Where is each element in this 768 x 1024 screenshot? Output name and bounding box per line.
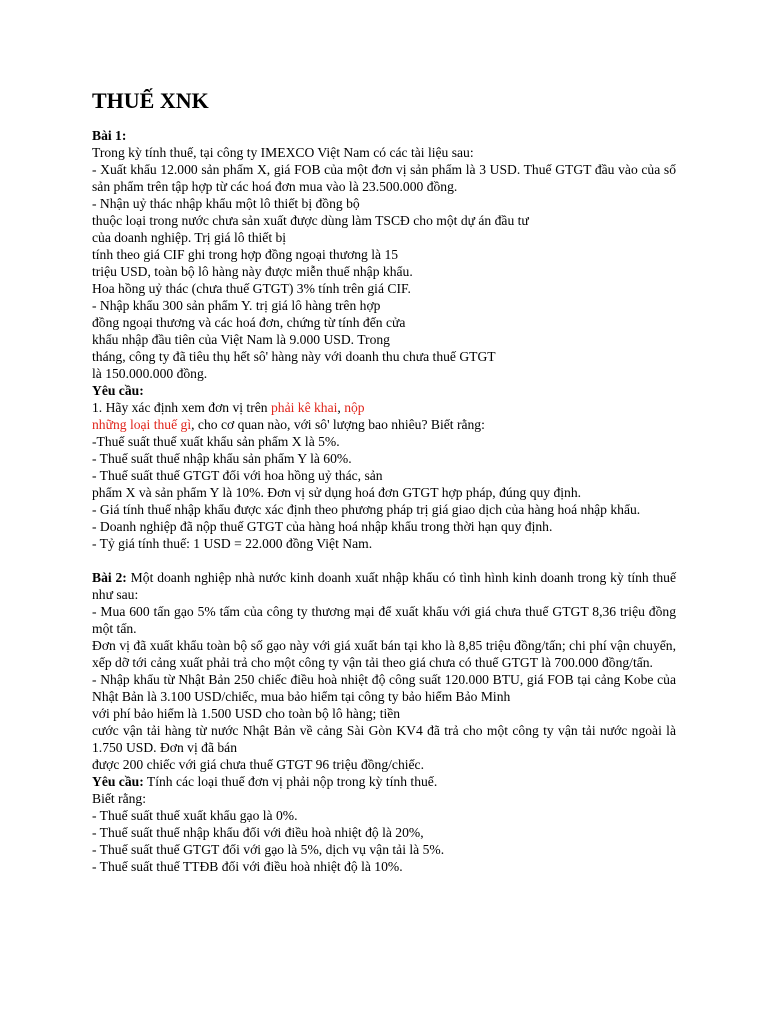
bai1-item2: - Nhận uỷ thác nhập khẩu một lô thiết bị đồng bộ bbox=[92, 196, 360, 211]
req1-highlight-loaithue: những loại thuế gì bbox=[92, 417, 192, 432]
bai1-rate-6: - Tỷ giá tính thuế: 1 USD = 22.000 đồng Việt Nam. bbox=[92, 536, 373, 551]
bai1-item3-line2: đồng ngoại thương và các hoá đơn, chứng từ tính đến cửa bbox=[92, 315, 406, 330]
bai2-yeucau bbox=[92, 773, 676, 790]
bai2-rate-1: - Thuế suất thuế xuất khẩu gạo là 0%. bbox=[92, 808, 298, 823]
bai1-item3-line5: là 150.000.000 đồng. bbox=[92, 366, 208, 381]
bai1-item3-line3: khẩu nhập đầu tiên của Việt Nam là 9.000 USD. Trong bbox=[92, 332, 390, 347]
req1-end: , cho cơ quan nào, với sô' lượng bao nhiêu? Biết rằng: bbox=[191, 417, 485, 432]
document-body bbox=[92, 127, 676, 875]
bai2-rate-2: - Thuế suất thuế nhập khẩu đối với điều hoà nhiệt độ là 20%, bbox=[92, 825, 424, 840]
bai2-rate-4: - Thuế suất thuế TTĐB đối với điều hoà nhiệt độ là 10%. bbox=[92, 859, 403, 874]
req1-highlight-nop: nộp bbox=[344, 400, 365, 415]
bai1-requirement-1 bbox=[92, 399, 676, 433]
bai2-item2-line2: với phí bảo hiểm là 1.500 USD cho toàn bộ lô hàng; tiền bbox=[92, 706, 401, 721]
bai2-paragraph-intro bbox=[92, 569, 676, 603]
bai1-item2-line6: Hoa hồng uỷ thác (chưa thuế GTGT) 3% tính trên giá CIF. bbox=[92, 281, 411, 296]
bai2-item2-line3: cước vận tải hàng từ nước Nhật Bản về cảng Sài Gòn KV4 đã trả cho một công ty vận tải nước ngoài là 1.750 USD. Đơn vị đã bán bbox=[92, 723, 676, 755]
bai2-heading: Bài 2: bbox=[92, 570, 127, 585]
bai1-rate-2: - Thuế suất thuế nhập khẩu sản phẩm Y là 60%. bbox=[92, 451, 352, 466]
bai1-intro: Trong kỳ tính thuế, tại công ty IMEXCO Việt Nam có các tài liệu sau: bbox=[92, 145, 474, 160]
bai2-item1-line2: Đơn vị đã xuất khẩu toàn bộ số gạo này với giá xuất bán tại kho là 8,85 triệu đồng/tấn; chi phí vận chuyển, xếp dỡ tới cảng xuất phải trả cho một công ty vận tải theo giá chưa có thuế GTGT là 700.000 đồng/tấn. bbox=[92, 638, 676, 670]
bai1-heading: Bài 1: bbox=[92, 128, 127, 143]
bai1-item2-line2: thuộc loại trong nước chưa sản xuất được dùng làm TSCĐ cho một dự án đầu tư bbox=[92, 213, 529, 228]
bai1-item2-line3: của doanh nghiệp. Trị giá lô thiết bị bbox=[92, 230, 287, 245]
bai1-yeucau-heading: Yêu cầu: bbox=[92, 383, 144, 398]
bai1-item3-line4: tháng, công ty đã tiêu thụ hết sô' hàng này với doanh thu chưa thuế GTGT bbox=[92, 349, 496, 364]
bai2-yeucau-text: Tính các loại thuế đơn vị phải nộp trong kỳ tính thuế. bbox=[143, 774, 438, 789]
bai2-item2-line4: được 200 chiếc với giá chưa thuế GTGT 96 triệu đồng/chiếc. bbox=[92, 757, 424, 772]
bai1-rate-3-line2: phẩm X và sản phẩm Y là 10%. Đơn vị sử dụng hoá đơn GTGT hợp pháp, đúng quy định. bbox=[92, 485, 582, 500]
bai2-rate-3: - Thuế suất thuế GTGT đối với gạo là 5%, dịch vụ vận tải là 5%. bbox=[92, 842, 445, 857]
bai1-rate-4: - Giá tính thuế nhập khẩu được xác định theo phương pháp trị giá giao dịch của hàng hoá nhập khẩu. bbox=[92, 502, 641, 517]
bai1-item3: - Nhập khẩu 300 sản phẩm Y. trị giá lô hàng trên hợp bbox=[92, 298, 381, 313]
bai1-item1: - Xuất khẩu 12.000 sản phẩm X, giá FOB của một đơn vị sản phẩm là 3 USD. Thuế GTGT đầu vào của số sản phẩm trên tập hợp từ các hoá đơn mua vào là 23.500.000 đồng. bbox=[92, 162, 676, 194]
bai1-rate-3: - Thuế suất thuế GTGT đối với hoa hồng uỷ thác, sản bbox=[92, 468, 383, 483]
req1-comma: , bbox=[337, 400, 345, 415]
bai1-rate-1: -Thuế suất thuế xuất khẩu sản phẩm X là 5%. bbox=[92, 434, 340, 449]
bai2-intro: Một doanh nghiệp nhà nước kinh doanh xuất nhập khẩu có tình hình kinh doanh trong kỳ tính thuế như sau: bbox=[92, 570, 676, 602]
bai2-yeucau-heading: Yêu cầu: bbox=[92, 774, 144, 789]
bai2-item1: - Mua 600 tấn gạo 5% tấm của công ty thương mại để xuất khẩu với giá chưa thuế GTGT 8,36 triệu đồng một tấn. bbox=[92, 604, 676, 636]
bai2-item2: - Nhập khẩu từ Nhật Bản 250 chiếc điều hoà nhiệt độ công suất 120.000 BTU, giá FOB tại cảng Kobe của Nhật Bản là 3.100 USD/chiếc, mua bảo hiểm tại công ty bảo hiểm Bảo Minh bbox=[92, 672, 676, 704]
bai1-item2-line4: tính theo giá CIF ghi trong hợp đồng ngoại thương là 15 bbox=[92, 247, 399, 262]
document-title: THUẾ XNK bbox=[92, 88, 209, 113]
bai2-bietrang: Biết rằng: bbox=[92, 791, 146, 806]
bai1-rate-5: - Doanh nghiệp đã nộp thuế GTGT của hàng hoá nhập khẩu trong thời hạn quy định. bbox=[92, 519, 553, 534]
bai1-item2-line5: triệu USD, toàn bộ lô hàng này được miễn thuế nhập khẩu. bbox=[92, 264, 413, 279]
req1-highlight-kekhai: phải kê khai bbox=[270, 400, 338, 415]
req1-start: 1. Hãy xác định xem đơn vị trên bbox=[92, 400, 271, 415]
section-gap bbox=[92, 552, 676, 569]
